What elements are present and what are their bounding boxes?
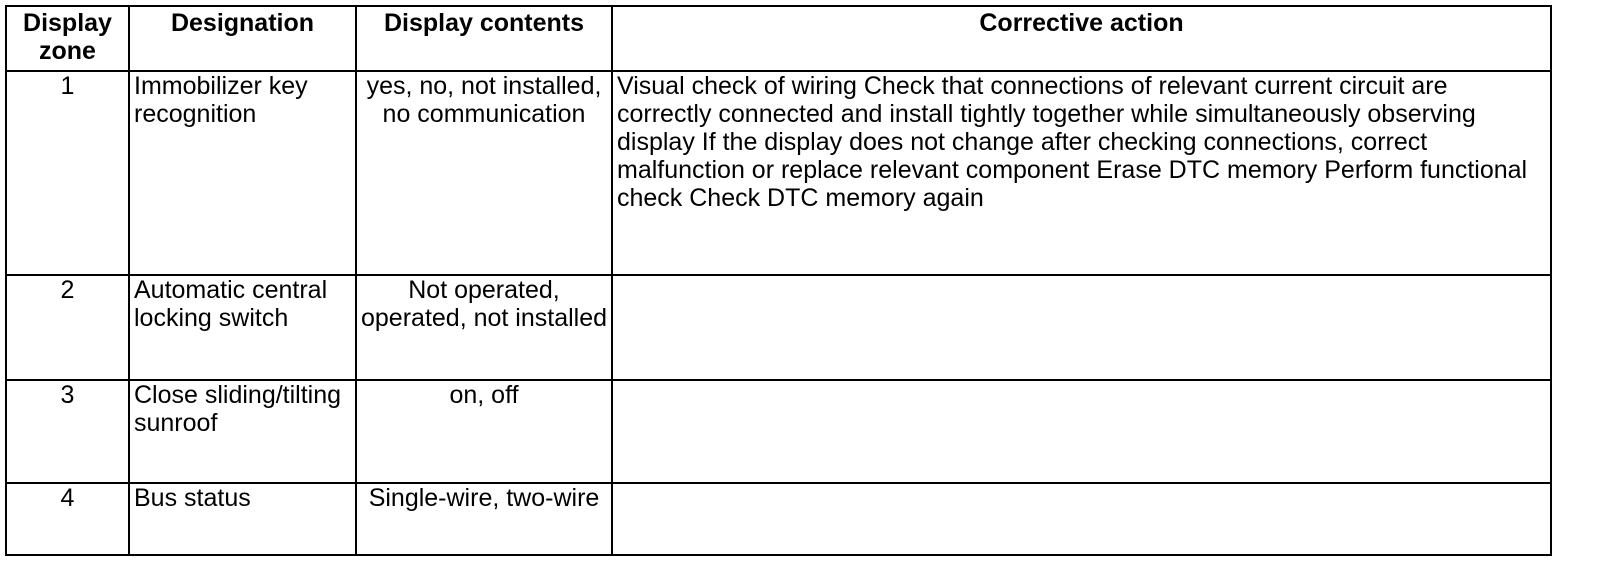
header-designation: Designation xyxy=(129,6,356,71)
cell-display-contents: Single-wire, two-wire xyxy=(356,483,612,555)
diagnostic-table xyxy=(5,5,1552,556)
table-header-row xyxy=(6,6,1551,71)
cell-display-contents: yes, no, not installed, no communication xyxy=(356,71,612,275)
cell-display-contents: Not operated, operated, not installed xyxy=(356,275,612,380)
cell-designation: Automatic central locking switch xyxy=(129,275,356,380)
cell-display-zone: 4 xyxy=(6,483,129,555)
header-display-contents: Display contents xyxy=(356,6,612,71)
table-row xyxy=(6,71,1551,275)
table-row xyxy=(6,380,1551,483)
cell-corrective-action xyxy=(612,380,1551,483)
cell-display-zone: 2 xyxy=(6,275,129,380)
table-row xyxy=(6,275,1551,380)
cell-corrective-action xyxy=(612,275,1551,380)
cell-display-zone: 3 xyxy=(6,380,129,483)
header-display-zone: Display zone xyxy=(6,6,129,71)
cell-display-zone: 1 xyxy=(6,71,129,275)
cell-corrective-action xyxy=(612,483,1551,555)
table-row xyxy=(6,483,1551,555)
cell-corrective-action: Visual check of wiring Check that connections of relevant current circuit are correctly connected and install tightly together while simultaneously observing display If the display does not change after checking connections, correct malfunction or replace relevant component Erase DTC memory Perform functional check Check DTC memory again xyxy=(612,71,1551,275)
cell-display-contents: on, off xyxy=(356,380,612,483)
cell-designation: Close sliding/tilting sunroof xyxy=(129,380,356,483)
cell-designation: Immobilizer key recognition xyxy=(129,71,356,275)
header-corrective-action: Corrective action xyxy=(612,6,1551,71)
cell-designation: Bus status xyxy=(129,483,356,555)
